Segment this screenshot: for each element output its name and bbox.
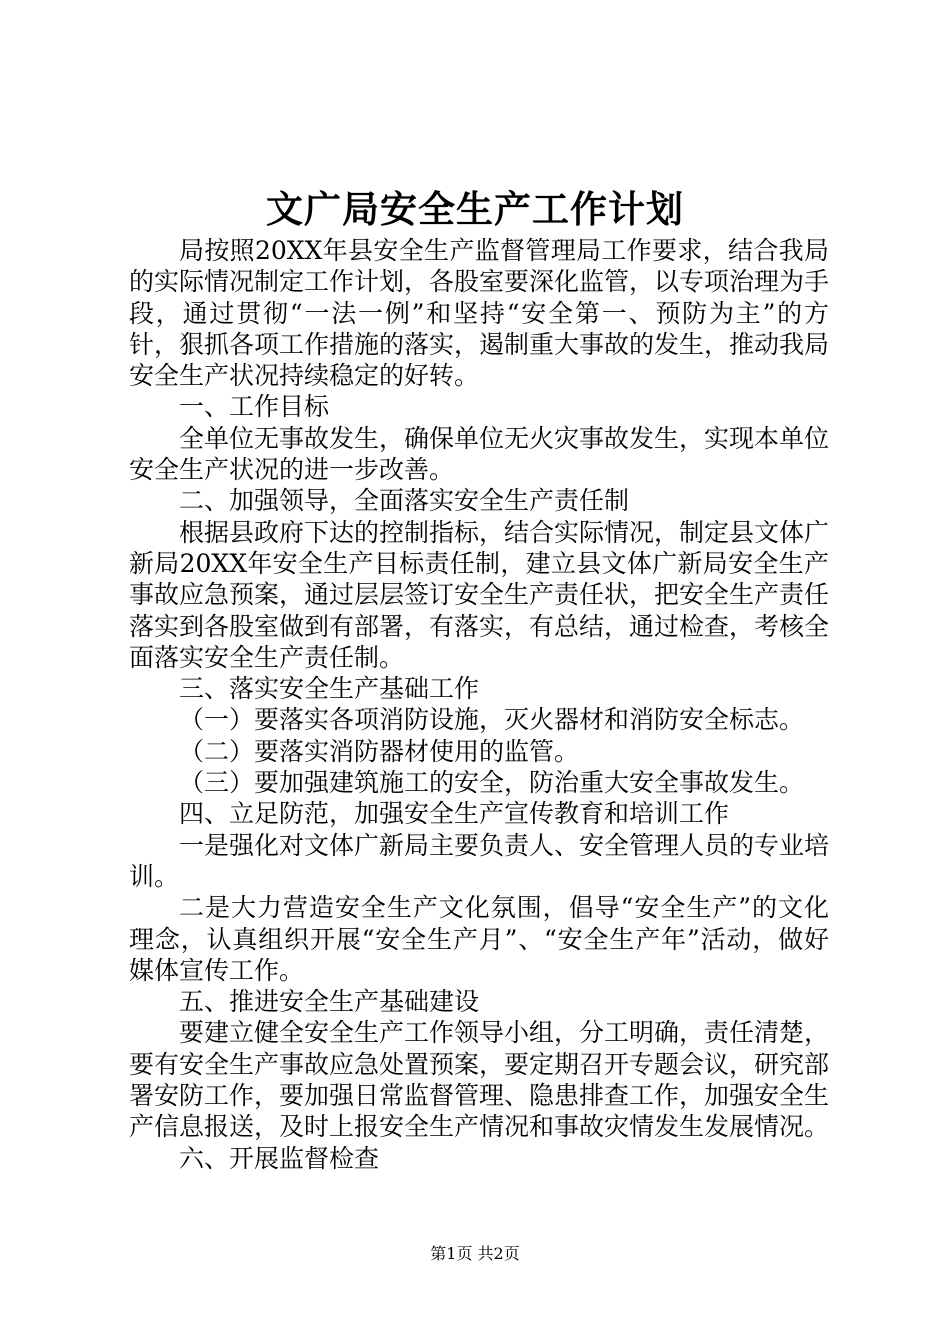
section-heading-1: 一、工作目标 xyxy=(179,392,330,422)
paragraph: 全单位无事故发生，确保单位无火灾事故发生，实现本单位安全生产状况的进一步改善。 xyxy=(129,423,830,485)
document-body xyxy=(129,235,829,1174)
intro-paragraph: 局按照20XX年县安全生产监督管理局工作要求，结合我局的实际情况制定工作计划，各股室要深化监管，以专项治理为手段，通过贯彻“一法一例”和坚持“安全第一、预防为主”的方针，狠抓各项工作措施的落实，遏制重大事故的发生，推动我局安全生产状况持续稳定的好转。 xyxy=(129,236,830,391)
section-heading-3: 三、落实安全生产基础工作 xyxy=(179,674,480,704)
list-item: （二）要落实消防器材使用的监管。 xyxy=(179,736,580,766)
section-heading-4: 四、立足防范，加强安全生产宣传教育和培训工作 xyxy=(179,799,730,829)
section-heading-6: 六、开展监督检查 xyxy=(179,1143,380,1173)
list-item: （三）要加强建筑施工的安全，防治重大安全事故发生。 xyxy=(179,768,805,798)
list-item: （一）要落实各项消防设施，灭火器材和消防安全标志。 xyxy=(179,705,805,735)
page-indicator: 第1页 共2页 xyxy=(430,1244,520,1263)
paragraph: 根据县政府下达的控制指标，结合实际情况，制定县文体广新局20XX年安全生产目标责任制，建立县文体广新局安全生产事故应急预案，通过层层签订安全生产责任状，把安全生产责任落实到各股室做到有部署，有落实，有总结，通过检查，考核全面落实安全生产责任制。 xyxy=(129,517,830,672)
document-title: 文广局安全生产工作计划 xyxy=(266,187,684,231)
section-heading-2: 二、加强领导，全面落实安全生产责任制 xyxy=(179,486,630,516)
paragraph: 二是大力营造安全生产文化氛围，倡导“安全生产”的文化理念，认真组织开展“安全生产月”、“安全生产年”活动，做好媒体宣传工作。 xyxy=(129,893,829,985)
paragraph: 要建立健全安全生产工作领导小组，分工明确，责任清楚，要有安全生产事故应急处置预案，要定期召开专题会议，研究部署安防工作，要加强日常监督管理、隐患排查工作，加强安全生产信息报送，及时上报安全生产情况和事故灾情发生发展情况。 xyxy=(129,1018,830,1142)
section-heading-5: 五、推进安全生产基础建设 xyxy=(179,987,480,1017)
paragraph: 一是强化对文体广新局主要负责人、安全管理人员的专业培训。 xyxy=(129,830,830,891)
